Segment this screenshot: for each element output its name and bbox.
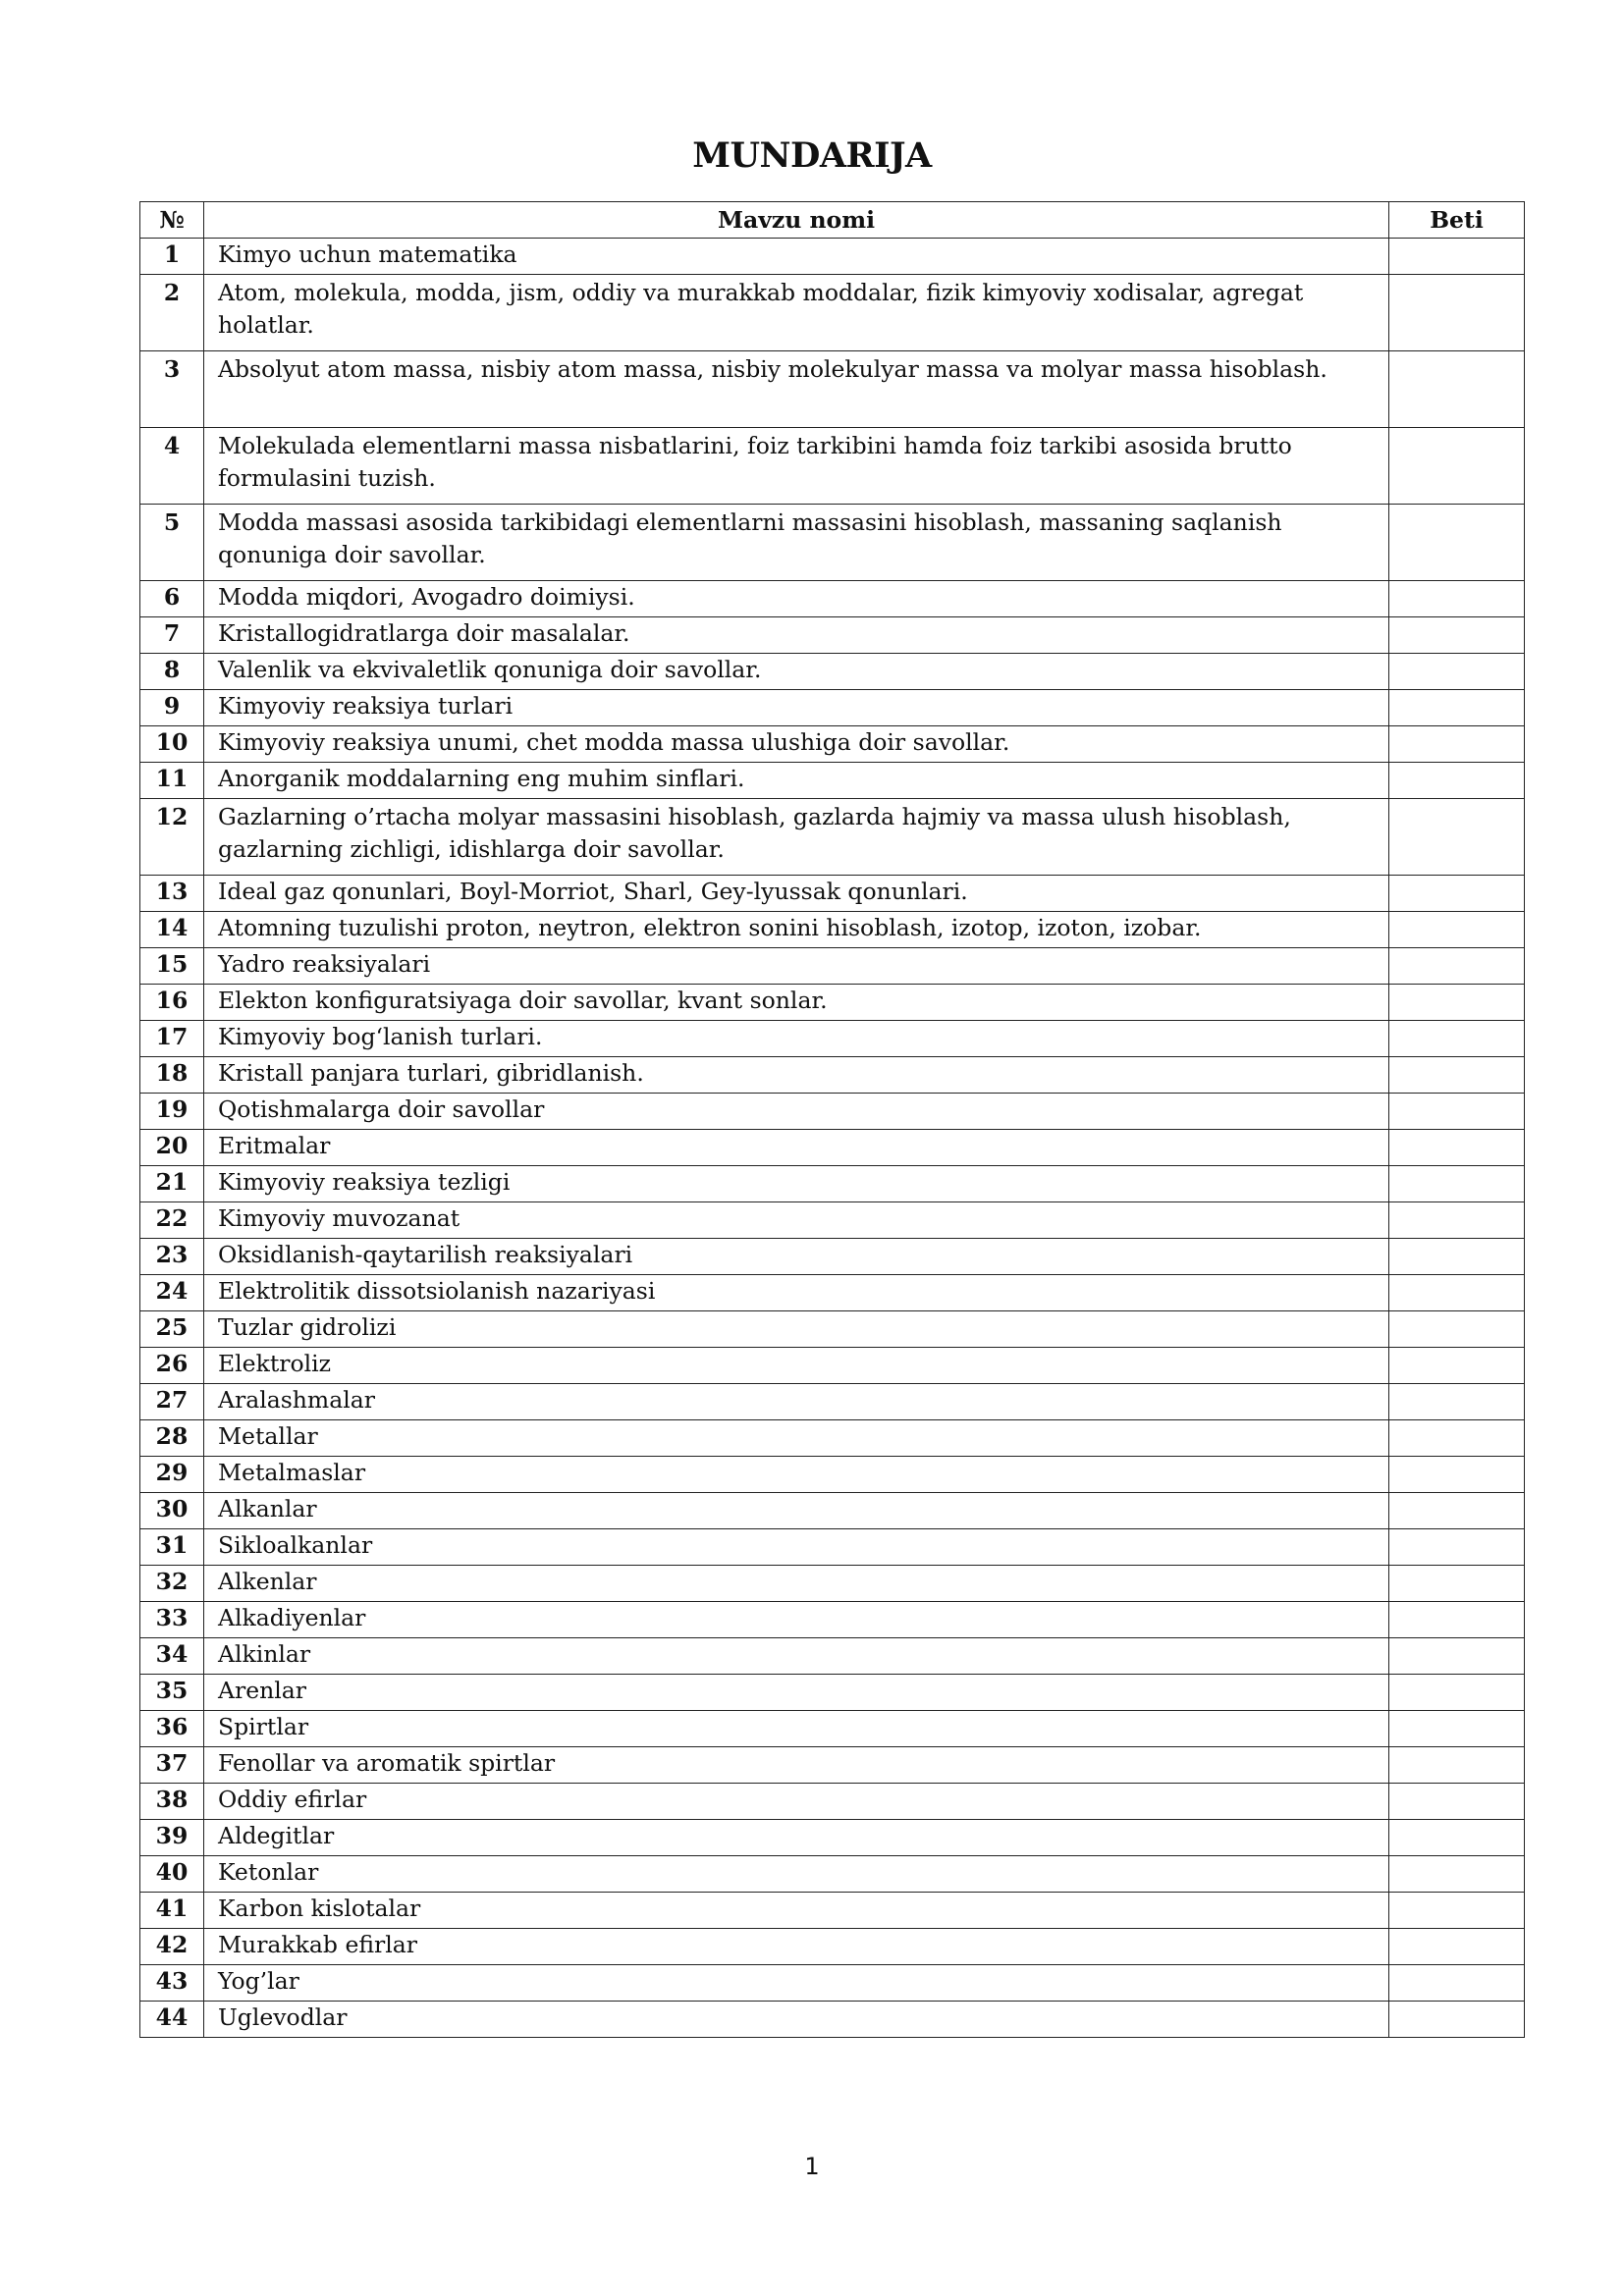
table-row [140, 1094, 1525, 1130]
table-row [140, 1602, 1525, 1638]
row-page [1389, 1021, 1525, 1057]
row-page [1389, 948, 1525, 985]
row-topic: Spirtlar [204, 1711, 1389, 1747]
row-number: 7 [140, 617, 204, 654]
row-topic: Ketonlar [204, 1856, 1389, 1893]
table-row [140, 1166, 1525, 1202]
table-row [140, 1311, 1525, 1348]
row-topic: Uglevodlar [204, 2002, 1389, 2038]
row-number: 36 [140, 1711, 204, 1747]
row-page [1389, 1893, 1525, 1929]
row-topic: Qotishmalarga doir savollar [204, 1094, 1389, 1130]
row-page [1389, 1493, 1525, 1529]
table-row [140, 763, 1525, 799]
table-row [140, 1457, 1525, 1493]
row-topic: Kimyoviy reaksiya tezligi [204, 1166, 1389, 1202]
row-topic: Kimyoviy reaksiya turlari [204, 690, 1389, 726]
table-row [140, 1893, 1525, 1929]
row-topic: Elektrolitik dissotsiolanish nazariyasi [204, 1275, 1389, 1311]
table-row [140, 581, 1525, 617]
table-row [140, 1348, 1525, 1384]
row-page [1389, 505, 1525, 581]
row-number: 34 [140, 1638, 204, 1675]
row-number: 25 [140, 1311, 204, 1348]
row-topic: Yog’lar [204, 1965, 1389, 2002]
row-number: 2 [140, 275, 204, 351]
table-header-row [140, 202, 1525, 239]
row-page [1389, 1420, 1525, 1457]
row-number: 21 [140, 1166, 204, 1202]
row-number: 44 [140, 2002, 204, 2038]
table-row [140, 1747, 1525, 1784]
row-topic: Fenollar va aromatik spirtlar [204, 1747, 1389, 1784]
table-row [140, 617, 1525, 654]
header-number: № [140, 202, 204, 239]
row-topic: Kristallogidratlarga doir masalalar. [204, 617, 1389, 654]
row-page [1389, 1057, 1525, 1094]
row-topic: Anorganik moddalarning eng muhim sinflari. [204, 763, 1389, 799]
table-row [140, 351, 1525, 428]
page-title: MUNDARIJA [692, 135, 932, 176]
row-topic: Kristall panjara turlari, gibridlanish. [204, 1057, 1389, 1094]
table-row [140, 1711, 1525, 1747]
row-number: 9 [140, 690, 204, 726]
row-number: 31 [140, 1529, 204, 1566]
row-number: 22 [140, 1202, 204, 1239]
page-number: 1 [804, 2153, 820, 2180]
row-number: 40 [140, 1856, 204, 1893]
row-number: 23 [140, 1239, 204, 1275]
row-page [1389, 1820, 1525, 1856]
row-page [1389, 726, 1525, 763]
table-row [140, 1239, 1525, 1275]
row-topic: Elekton konfiguratsiyaga doir savollar, kvant sonlar. [204, 985, 1389, 1021]
header-page: Beti [1389, 202, 1525, 239]
row-page [1389, 654, 1525, 690]
row-topic: Atomning tuzulishi proton, neytron, elektron sonini hisoblash, izotop, izoton, izobar. [204, 912, 1389, 948]
row-number: 26 [140, 1348, 204, 1384]
row-topic: Oksidlanish-qaytarilish reaksiyalari [204, 1239, 1389, 1275]
table-row [140, 1384, 1525, 1420]
table-row [140, 505, 1525, 581]
row-number: 18 [140, 1057, 204, 1094]
row-page [1389, 912, 1525, 948]
row-page [1389, 1747, 1525, 1784]
row-page [1389, 1965, 1525, 2002]
row-number: 5 [140, 505, 204, 581]
row-topic: Modda miqdori, Avogadro doimiysi. [204, 581, 1389, 617]
row-topic: Kimyoviy bog‘lanish turlari. [204, 1021, 1389, 1057]
row-number: 11 [140, 763, 204, 799]
row-topic: Elektroliz [204, 1348, 1389, 1384]
row-topic: Alkenlar [204, 1566, 1389, 1602]
table-row [140, 1420, 1525, 1457]
row-page [1389, 1348, 1525, 1384]
table-row [140, 1929, 1525, 1965]
row-page [1389, 1675, 1525, 1711]
row-number: 8 [140, 654, 204, 690]
row-topic: Kimyoviy muvozanat [204, 1202, 1389, 1239]
table-row [140, 726, 1525, 763]
row-page [1389, 2002, 1525, 2038]
table-row [140, 912, 1525, 948]
row-page [1389, 1638, 1525, 1675]
table-row [140, 1784, 1525, 1820]
row-number: 19 [140, 1094, 204, 1130]
row-number: 17 [140, 1021, 204, 1057]
row-number: 43 [140, 1965, 204, 2002]
row-topic: Metalmaslar [204, 1457, 1389, 1493]
row-topic: Alkinlar [204, 1638, 1389, 1675]
row-page [1389, 1311, 1525, 1348]
table-row [140, 1021, 1525, 1057]
row-number: 33 [140, 1602, 204, 1638]
table-row [140, 1638, 1525, 1675]
row-page [1389, 1202, 1525, 1239]
row-number: 20 [140, 1130, 204, 1166]
row-topic: Tuzlar gidrolizi [204, 1311, 1389, 1348]
row-topic: Kimyo uchun matematika [204, 239, 1389, 275]
row-page [1389, 1275, 1525, 1311]
row-number: 3 [140, 351, 204, 428]
row-topic: Absolyut atom massa, nisbiy atom massa, nisbiy molekulyar massa va molyar massa hisoblash. [204, 351, 1389, 428]
row-page [1389, 1457, 1525, 1493]
row-topic: Oddiy efirlar [204, 1784, 1389, 1820]
row-page [1389, 351, 1525, 428]
table-row [140, 1493, 1525, 1529]
row-number: 38 [140, 1784, 204, 1820]
table-row [140, 1856, 1525, 1893]
row-number: 1 [140, 239, 204, 275]
table-row [140, 1275, 1525, 1311]
row-number: 16 [140, 985, 204, 1021]
table-row [140, 690, 1525, 726]
row-number: 28 [140, 1420, 204, 1457]
row-page [1389, 617, 1525, 654]
row-topic: Ideal gaz qonunlari, Boyl-Morriot, Sharl, Gey-lyussak qonunlari. [204, 876, 1389, 912]
row-page [1389, 1929, 1525, 1965]
row-number: 37 [140, 1747, 204, 1784]
row-number: 32 [140, 1566, 204, 1602]
row-number: 29 [140, 1457, 204, 1493]
row-page [1389, 1784, 1525, 1820]
row-topic: Aralashmalar [204, 1384, 1389, 1420]
row-page [1389, 763, 1525, 799]
table-row [140, 1675, 1525, 1711]
row-page [1389, 581, 1525, 617]
row-page [1389, 1602, 1525, 1638]
row-topic: Modda massasi asosida tarkibidagi elementlarni massasini hisoblash, massaning saqlanish qonuniga doir savollar. [204, 505, 1389, 581]
row-number: 6 [140, 581, 204, 617]
row-topic: Sikloalkanlar [204, 1529, 1389, 1566]
table-row [140, 428, 1525, 505]
table-body [140, 239, 1525, 2038]
row-topic: Gazlarning o’rtacha molyar massasini hisoblash, gazlarda hajmiy va massa ulush hisoblash, gazlarning zichligi, idishlarga doir savollar. [204, 799, 1389, 876]
row-topic: Arenlar [204, 1675, 1389, 1711]
row-number: 24 [140, 1275, 204, 1311]
row-number: 27 [140, 1384, 204, 1420]
row-page [1389, 1566, 1525, 1602]
table-row [140, 1820, 1525, 1856]
header-topic: Mavzu nomi [204, 202, 1389, 239]
row-page [1389, 799, 1525, 876]
row-topic: Atom, molekula, modda, jism, oddiy va murakkab moddalar, fizik kimyoviy xodisalar, agregat holatlar. [204, 275, 1389, 351]
row-page [1389, 239, 1525, 275]
table-row [140, 1130, 1525, 1166]
row-topic: Aldegitlar [204, 1820, 1389, 1856]
table-row [140, 654, 1525, 690]
row-topic: Yadro reaksiyalari [204, 948, 1389, 985]
table-row [140, 799, 1525, 876]
row-page [1389, 1094, 1525, 1130]
row-number: 15 [140, 948, 204, 985]
row-topic: Karbon kislotalar [204, 1893, 1389, 1929]
table-row [140, 1566, 1525, 1602]
row-topic: Molekulada elementlarni massa nisbatlarini, foiz tarkibini hamda foiz tarkibi asosida brutto formulasini tuzish. [204, 428, 1389, 505]
row-number: 4 [140, 428, 204, 505]
table-row [140, 1529, 1525, 1566]
row-page [1389, 1166, 1525, 1202]
row-topic: Eritmalar [204, 1130, 1389, 1166]
row-number: 13 [140, 876, 204, 912]
row-number: 42 [140, 1929, 204, 1965]
row-number: 35 [140, 1675, 204, 1711]
row-topic: Alkanlar [204, 1493, 1389, 1529]
row-page [1389, 1384, 1525, 1420]
row-number: 41 [140, 1893, 204, 1929]
row-page [1389, 1856, 1525, 1893]
row-page [1389, 1529, 1525, 1566]
row-topic: Kimyoviy reaksiya unumi, chet modda massa ulushiga doir savollar. [204, 726, 1389, 763]
row-page [1389, 275, 1525, 351]
row-page [1389, 428, 1525, 505]
contents-table [139, 201, 1525, 2038]
row-page [1389, 690, 1525, 726]
row-number: 12 [140, 799, 204, 876]
row-number: 30 [140, 1493, 204, 1529]
row-topic: Metallar [204, 1420, 1389, 1457]
table-row [140, 275, 1525, 351]
row-number: 14 [140, 912, 204, 948]
row-topic: Murakkab efirlar [204, 1929, 1389, 1965]
table-row [140, 2002, 1525, 2038]
row-page [1389, 876, 1525, 912]
table-row [140, 1057, 1525, 1094]
table-row [140, 1202, 1525, 1239]
row-page [1389, 1711, 1525, 1747]
row-topic: Valenlik va ekvivaletlik qonuniga doir savollar. [204, 654, 1389, 690]
table-row [140, 985, 1525, 1021]
row-topic: Alkadiyenlar [204, 1602, 1389, 1638]
row-page [1389, 985, 1525, 1021]
table-row [140, 948, 1525, 985]
row-number: 39 [140, 1820, 204, 1856]
row-number: 10 [140, 726, 204, 763]
row-page [1389, 1239, 1525, 1275]
table-row [140, 876, 1525, 912]
table-row [140, 239, 1525, 275]
row-page [1389, 1130, 1525, 1166]
table-row [140, 1965, 1525, 2002]
